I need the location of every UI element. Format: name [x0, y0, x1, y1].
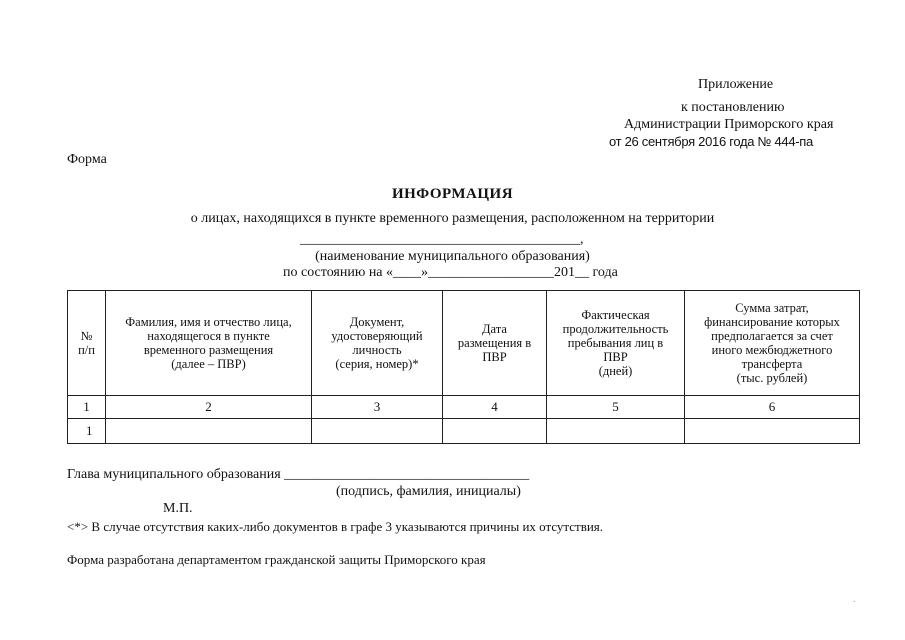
table-column-number: 1 — [68, 396, 106, 419]
table-header-cell: Дата размещения в ПВР — [443, 291, 547, 396]
appendix-label: Приложение — [698, 77, 774, 92]
appendix-administration: Администрации Приморского края — [624, 117, 834, 132]
appendix-resolution: к постановлению — [681, 100, 785, 115]
table-number-row — [68, 396, 860, 419]
table-column-number: 2 — [106, 396, 312, 419]
document-subtitle: о лицах, находящихся в пункте временного размещения, расположенном на территории — [190, 211, 715, 226]
signature-caption: (подпись, фамилия, инициалы) — [336, 484, 521, 499]
table-cell — [547, 419, 685, 444]
developed-by: Форма разработана департаментом гражданской защиты Приморского края — [67, 552, 486, 567]
table-column-number: 3 — [312, 396, 443, 419]
table-header-cell: № п/п — [68, 291, 106, 396]
corner-mark: . — [853, 594, 856, 605]
head-signature-line: Глава муниципального образования ___________________________________ — [67, 467, 530, 482]
table-header-cell: Документ, удостоверяющий личность (серия, номер)* — [312, 291, 443, 396]
table-header-cell: Сумма затрат, финансирование которых предполагается за счет иного межбюджетного трансферта (тыс. рублей) — [685, 291, 860, 396]
table-column-number: 4 — [443, 396, 547, 419]
table-header-cell: Фактическая продолжительность пребывания лиц в ПВР (дней) — [547, 291, 685, 396]
table-cell — [685, 419, 860, 444]
table-cell — [312, 419, 443, 444]
table-column-number: 5 — [547, 396, 685, 419]
table-header-row — [68, 291, 860, 396]
form-label: Форма — [67, 152, 107, 167]
municipality-blank: ________________________________________, — [300, 232, 584, 247]
table-cell — [106, 419, 312, 444]
table-row — [68, 419, 860, 444]
municipality-caption: (наименование муниципального образования) — [315, 249, 590, 264]
stamp-place: М.П. — [163, 501, 193, 516]
as-of-date: по состоянию на «____»__________________201__ года — [283, 265, 618, 280]
footnote: <*> В случае отсутствия каких-либо документов в графе 3 указываются причины их отсутствия. — [67, 519, 604, 534]
document-title: ИНФОРМАЦИЯ — [391, 186, 514, 202]
table-cell: 1 — [68, 419, 106, 444]
info-table — [67, 290, 860, 444]
table-column-number: 6 — [685, 396, 860, 419]
table-header-cell: Фамилия, имя и отчество лица, находящегося в пункте временного размещения (далее – ПВР) — [106, 291, 312, 396]
table-cell — [443, 419, 547, 444]
appendix-date-number: от 26 сентября 2016 года № 444-па — [609, 134, 813, 149]
